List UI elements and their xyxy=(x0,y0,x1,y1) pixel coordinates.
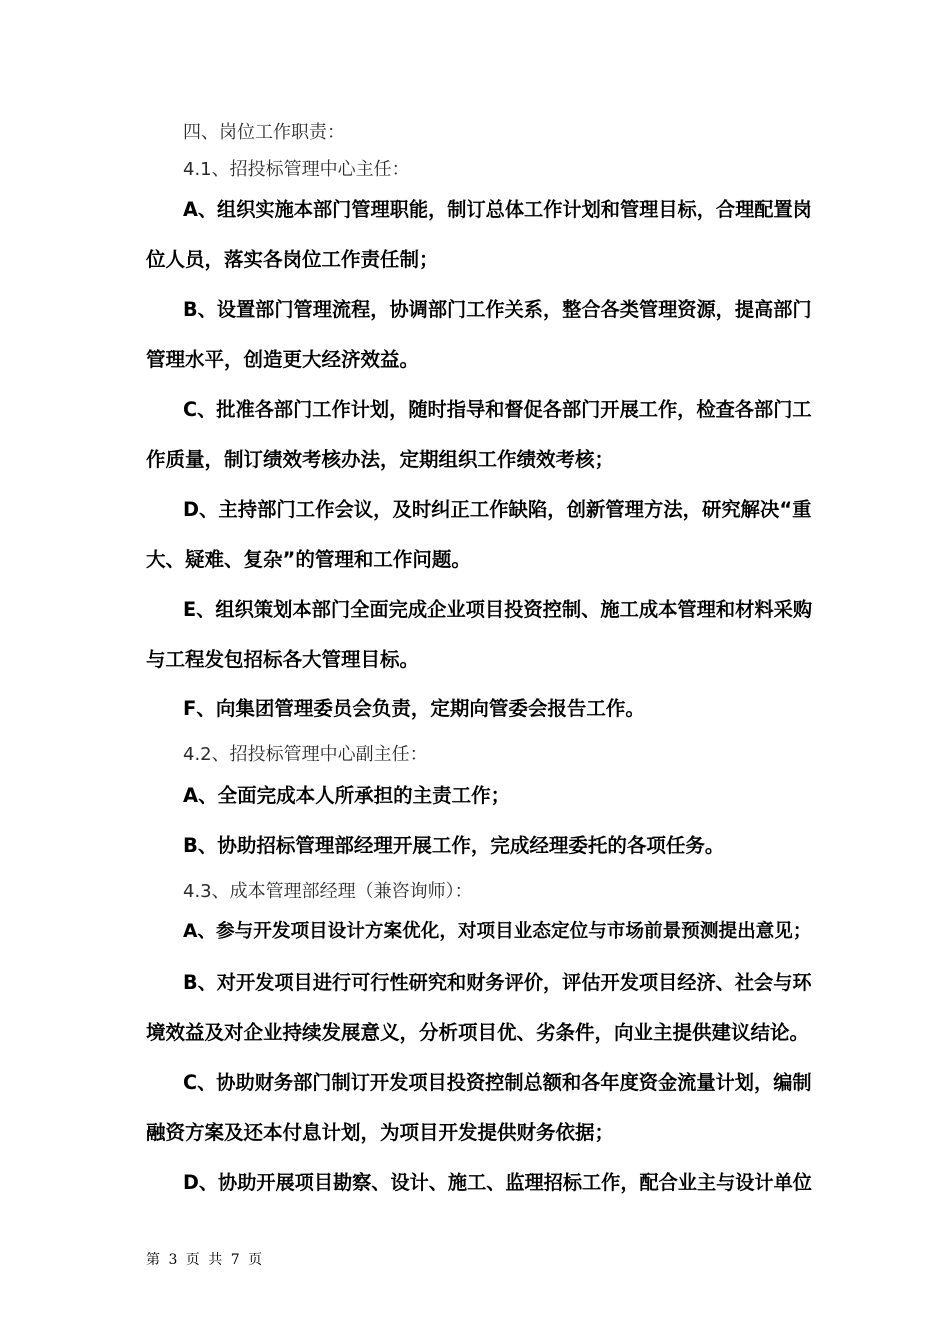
subsection-heading: 4.1、招投标管理中心主任： xyxy=(183,159,410,180)
paragraph-line: B、协助招标管理部经理开展工作，完成经理委托的各项任务。 xyxy=(183,834,725,857)
paragraph-line: A、全面完成本人所承担的主责工作； xyxy=(183,784,511,807)
paragraph-line: A、参与开发项目设计方案优化，对项目业态定位与市场前景预测提出意见； xyxy=(183,921,812,942)
paragraph-line: C、协助财务部门制订开发项目投资控制总额和各年度资金流量计划，编制 xyxy=(183,1071,812,1094)
paragraph-line: 与工程发包招标各大管理目标。 xyxy=(146,648,420,671)
paragraph-line: B、对开发项目进行可行性研究和财务评价，评估开发项目经济、社会与环 xyxy=(183,971,812,994)
paragraph-line: D、主持部门工作会议，及时纠正工作缺陷，创新管理方法，研究解决“重 xyxy=(183,498,812,521)
paragraph-line: E、组织策划本部门全面完成企业项目投资控制、施工成本管理和材料采购 xyxy=(183,598,813,621)
paragraph-line: 管理水平，创造更大经济效益。 xyxy=(146,348,420,371)
paragraph-line: F、向集团管理委员会负责，定期向管委会报告工作。 xyxy=(183,697,645,720)
paragraph-line: 境效益及对企业持续发展意义，分析项目优、劣条件，向业主提供建议结论。 xyxy=(146,1021,810,1044)
section-heading: 四、岗位工作职责： xyxy=(183,122,345,143)
paragraph-line: 大、疑难、复杂”的管理和工作问题。 xyxy=(146,548,471,571)
paragraph-line: 作质量，制订绩效考核办法，定期组织工作绩效考核； xyxy=(146,448,615,471)
subsection-heading: 4.2、招投标管理中心副主任： xyxy=(183,744,428,765)
paragraph-line: C、批准各部门工作计划，随时指导和督促各部门开展工作，检查各部门工 xyxy=(183,398,812,421)
page-number-footer: 第 3 页 共 7 页 xyxy=(146,1252,263,1268)
paragraph-line: B、设置部门管理流程，协调部门工作关系，整合各类管理资源，提高部门 xyxy=(183,298,812,321)
paragraph-line: 位人员，落实各岗位工作责任制； xyxy=(146,248,439,271)
paragraph-line: 融资方案及还本付息计划，为项目开发提供财务依据； xyxy=(146,1121,615,1144)
paragraph-line: A、组织实施本部门管理职能，制订总体工作计划和管理目标，合理配置岗 xyxy=(183,198,812,221)
paragraph-line: D、协助开展项目勘察、设计、施工、监理招标工作，配合业主与设计单位 xyxy=(183,1171,812,1194)
subsection-heading: 4.3、成本管理部经理（兼咨询师）： xyxy=(183,881,473,902)
